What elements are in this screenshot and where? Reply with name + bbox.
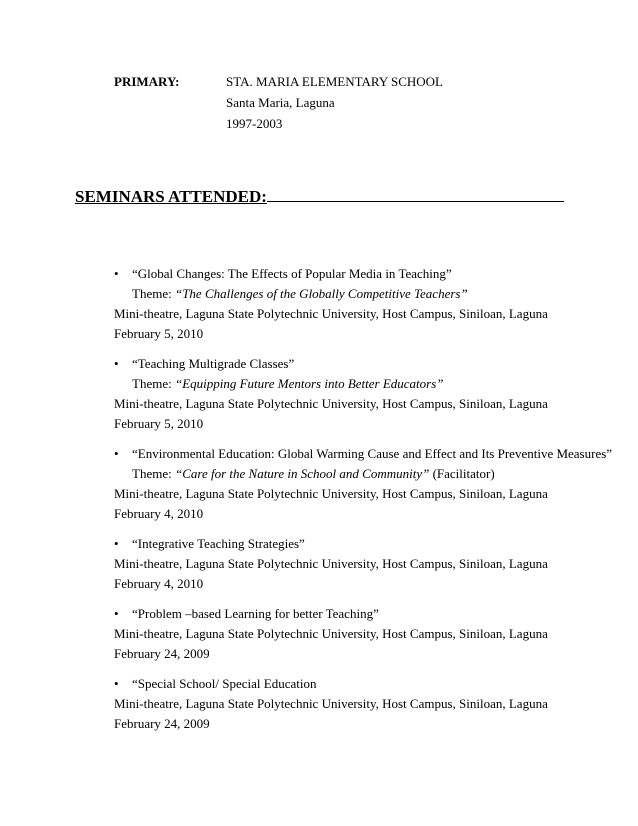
seminar-venue: Mini-theatre, Laguna State Polytechnic University, Host Campus, Siniloan, Laguna: [114, 486, 548, 501]
bullet-icon: •: [114, 676, 119, 691]
seminar-title: “Problem –based Learning for better Teaching”: [132, 606, 379, 621]
primary-details: [226, 74, 443, 137]
bullet-icon: •: [114, 356, 119, 371]
theme-label: Theme:: [132, 466, 172, 481]
primary-school-name: STA. MARIA ELEMENTARY SCHOOL: [226, 74, 444, 89]
seminar-date: February 5, 2010: [114, 416, 204, 431]
theme-label: Theme:: [132, 376, 172, 391]
seminar-title: “Integrative Teaching Strategies”: [132, 536, 305, 551]
theme-note: (Facilitator): [432, 466, 495, 481]
bullet-icon: •: [114, 446, 119, 461]
bullet-icon: •: [114, 266, 119, 281]
seminar-theme-row: [114, 374, 614, 394]
seminars-heading: [75, 186, 564, 207]
seminar-title: “Environmental Education: Global Warming Cause and Effect and Its Preventive Measures”: [132, 446, 613, 461]
seminar-venue: Mini-theatre, Laguna State Polytechnic University, Host Campus, Siniloan, Laguna: [114, 306, 548, 321]
seminar-item: [114, 354, 614, 434]
seminar-item: [114, 534, 614, 594]
seminar-date: February 4, 2010: [114, 506, 204, 521]
seminar-item: [114, 264, 614, 344]
seminar-item: [114, 674, 614, 734]
seminar-date: February 24, 2009: [114, 716, 210, 731]
seminar-date: February 5, 2010: [114, 326, 204, 341]
seminar-venue: Mini-theatre, Laguna State Polytechnic University, Host Campus, Siniloan, Laguna: [114, 696, 548, 711]
seminar-theme: “The Challenges of the Globally Competitive Teachers”: [174, 286, 468, 301]
seminar-venue: Mini-theatre, Laguna State Polytechnic University, Host Campus, Siniloan, Laguna: [114, 626, 548, 641]
seminar-theme-row: [114, 284, 614, 304]
primary-school-years: 1997-2003: [226, 116, 283, 131]
seminar-item: [114, 604, 614, 664]
heading-underline-rule: [267, 186, 564, 202]
primary-school-location: Santa Maria, Laguna: [226, 95, 335, 110]
seminar-date: February 4, 2010: [114, 576, 204, 591]
seminar-theme-row: [114, 464, 614, 484]
seminar-title: “Teaching Multigrade Classes”: [132, 356, 295, 371]
bullet-icon: •: [114, 536, 119, 551]
seminar-item: [114, 444, 614, 524]
seminar-title: “Special School/ Special Education: [132, 676, 317, 691]
seminar-title: “Global Changes: The Effects of Popular Media in Teaching”: [132, 266, 452, 281]
theme-label: Theme:: [132, 286, 172, 301]
seminar-venue: Mini-theatre, Laguna State Polytechnic University, Host Campus, Siniloan, Laguna: [114, 396, 548, 411]
primary-label: PRIMARY:: [114, 74, 180, 89]
seminar-theme: “Equipping Future Mentors into Better Educators”: [174, 376, 444, 391]
bullet-icon: •: [114, 606, 119, 621]
seminars-heading-text: SEMINARS ATTENDED:: [75, 187, 267, 206]
seminar-date: February 24, 2009: [114, 646, 210, 661]
seminar-venue: Mini-theatre, Laguna State Polytechnic University, Host Campus, Siniloan, Laguna: [114, 556, 548, 571]
seminars-list: [114, 264, 614, 744]
seminar-theme: “Care for the Nature in School and Community”: [174, 466, 430, 481]
